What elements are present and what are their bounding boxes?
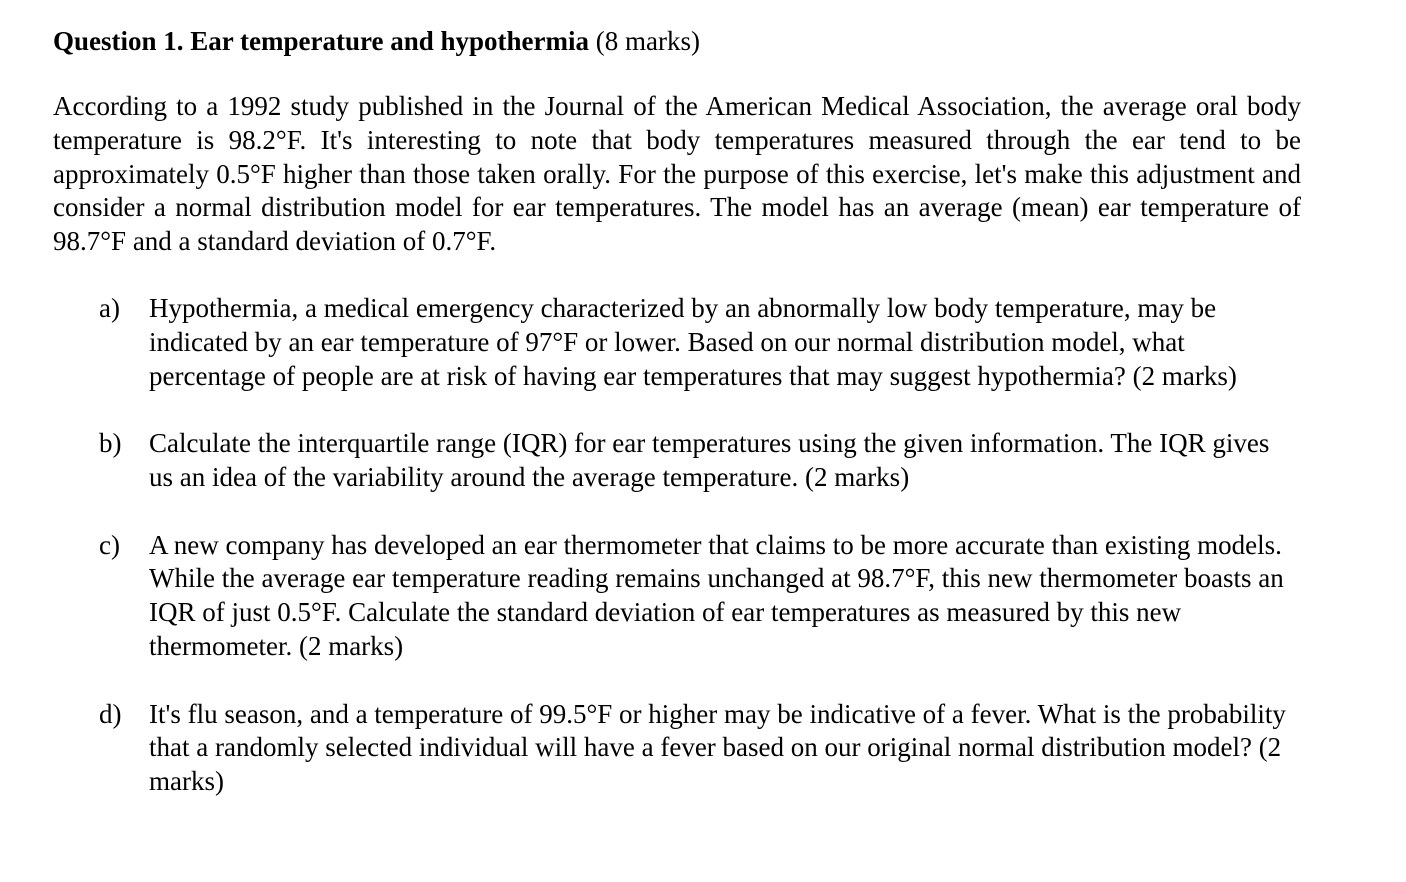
- question-title-marks: (8 marks): [589, 26, 700, 56]
- question-title-bold: Question 1. Ear temperature and hypothermia: [53, 26, 589, 56]
- part-text: Calculate the interquartile range (IQR) for ear temperatures using the given information. The IQR gives us an idea of the variability around the average temperature. (2 marks): [149, 428, 1270, 492]
- part-text: A new company has developed an ear thermometer that claims to be more accurate than existing models. While the average ear temperature reading remains unchanged at 98.7°F, this new thermometer boasts an IQR of just 0.5°F. Calculate the standard deviation of ear temperatures as measured by this new thermometer. (2 marks): [149, 529, 1284, 661]
- question-title: [53, 24, 1303, 58]
- part-label: a): [99, 292, 120, 323]
- part-label: b): [99, 428, 122, 459]
- question-part-a: [53, 292, 1303, 393]
- question-part-b: [53, 427, 1303, 495]
- question-intro: According to a 1992 study published in the Journal of the American Medical Association, the average oral body temperature is 98.2°F. It's interesting to note that body temperatures measured through the ear tend to be approximately 0.5°F higher than those taken orally. For the purpose of this exercise, let's make this adjustment and consider a normal distribution model for ear temperatures. The model has an average (mean) ear temperature of 98.7°F and a standard deviation of 0.7°F.: [53, 91, 1301, 257]
- question-parts-list: [53, 292, 1303, 799]
- document-page: [53, 24, 1303, 833]
- question-part-d: [53, 698, 1303, 799]
- part-label: d): [99, 698, 122, 729]
- part-text: It's flu season, and a temperature of 99.5°F or higher may be indicative of a fever. What is the probability that a randomly selected individual will have a fever based on our original normal distribution model? (2 marks): [149, 698, 1286, 797]
- part-text: Hypothermia, a medical emergency characterized by an abnormally low body temperature, may be indicated by an ear temperature of 97°F or lower. Based on our normal distribution model, what percentage of people are at risk of having ear temperatures that may suggest hypothermia? (2 marks): [149, 292, 1237, 391]
- part-label: c): [99, 529, 120, 560]
- question-part-c: [53, 529, 1303, 664]
